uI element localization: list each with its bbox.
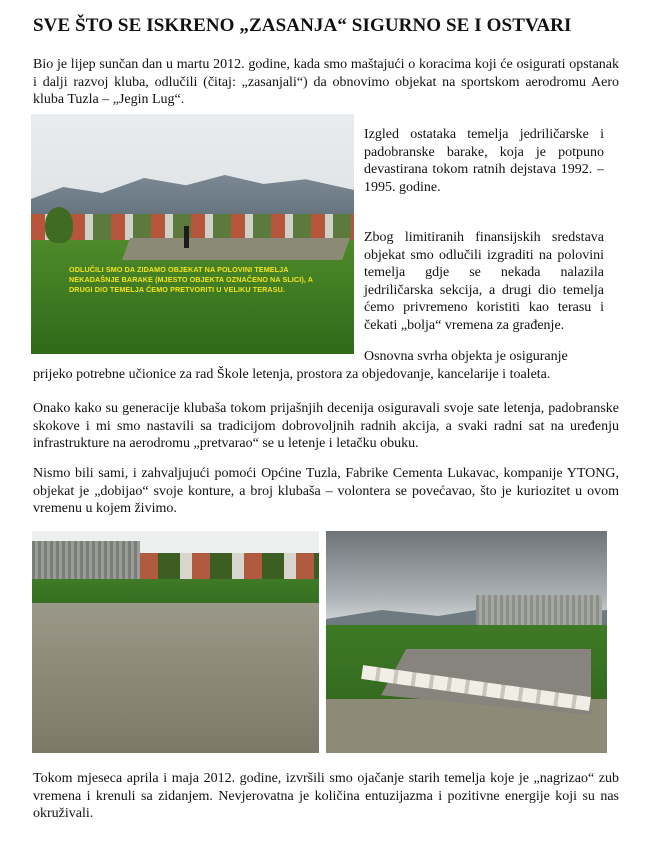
support-paragraph: Nismo bili sami, i zahvaljujući pomoći Općine Tuzla, Fabrike Cementa Lukavac, kompanije YTONG, objekat je „dobijao“ svoje konture, a broj klubaša – volontera se povećavao, što je kuriozitet u ovom vremenu u kojem živimo. [33, 466, 619, 516]
intro-paragraph: Bio je lijep sunčan dan u martu 2012. godine, kada smo maštajući o koracima koji će osigurati opstanak i dalji razvoj kluba, odlučili (čitaj: „zasanjali“) da obnovimo objekat na sportskom aerodromu Aero kluba Tuzla – „Jegin Lug“. [33, 57, 619, 107]
side-paragraph-ruins: Izgled ostataka temelja jedriličarske i padobranske barake, koja je potpuno devastirana tokom ratnih dejstava 1992. – 1995. godine. [364, 127, 604, 195]
page-title: SVE ŠTO SE ISKRENO „ZASANJA“ SIGURNO SE I OSTVARI [33, 15, 572, 36]
closing-paragraph: Tokom mjeseca aprila i maja 2012. godine, izvršili smo ojačanje starih temelja koje je „nagrizao“ zub vremena i krenuli sa zidanjem. Nevjerovatna je količina entuzijazma i pozitivne energije koji su nas okruživali. [33, 771, 619, 821]
purpose-line-2: prijeko potrebne učionice za rad Škole letenja, prostora za objedovanje, kancelarije i toaleta. [33, 367, 551, 382]
tradition-paragraph: Onako kako su generacije klubaša tokom prijašnjih decenija osiguravali svoje sate letenja, padobranske skokove i mi smo nastavili sa tradicijom dobrovoljnih radnih akcija, a svaki radni sat na uređenju infrastrukture na aerodromu „pretvarao“ se u letenje i letačku obuku. [33, 401, 619, 451]
old-foundation-photo [32, 531, 319, 753]
new-concrete-photo [326, 531, 607, 753]
side-paragraph-plan: Zbog limitiranih finansijskih sredstava objekat smo odlučili izgraditi na polovini temelja gdje se nekada nalazila jedriličarska sekcija, a drugi dio temelja ćemo privremeno koristiti kao terasu i čekati „bolja“ vremena za građenje. [364, 230, 604, 333]
purpose-line-1: Osnovna svrha objekta je osiguranje [364, 349, 568, 364]
foundation-photo [31, 114, 354, 354]
photo-caption: ODLUČILI SMO DA ZIDAMO OBJEKAT NA POLOVINI TEMELJA NEKADAŠNJE BARAKE (MJESTO OBJEKTA OZNAČENO NA SLICI), A DRUGI DIO TEMELJA ĆEMO PRETVORITI U VELIKU TERASU. [69, 265, 313, 294]
